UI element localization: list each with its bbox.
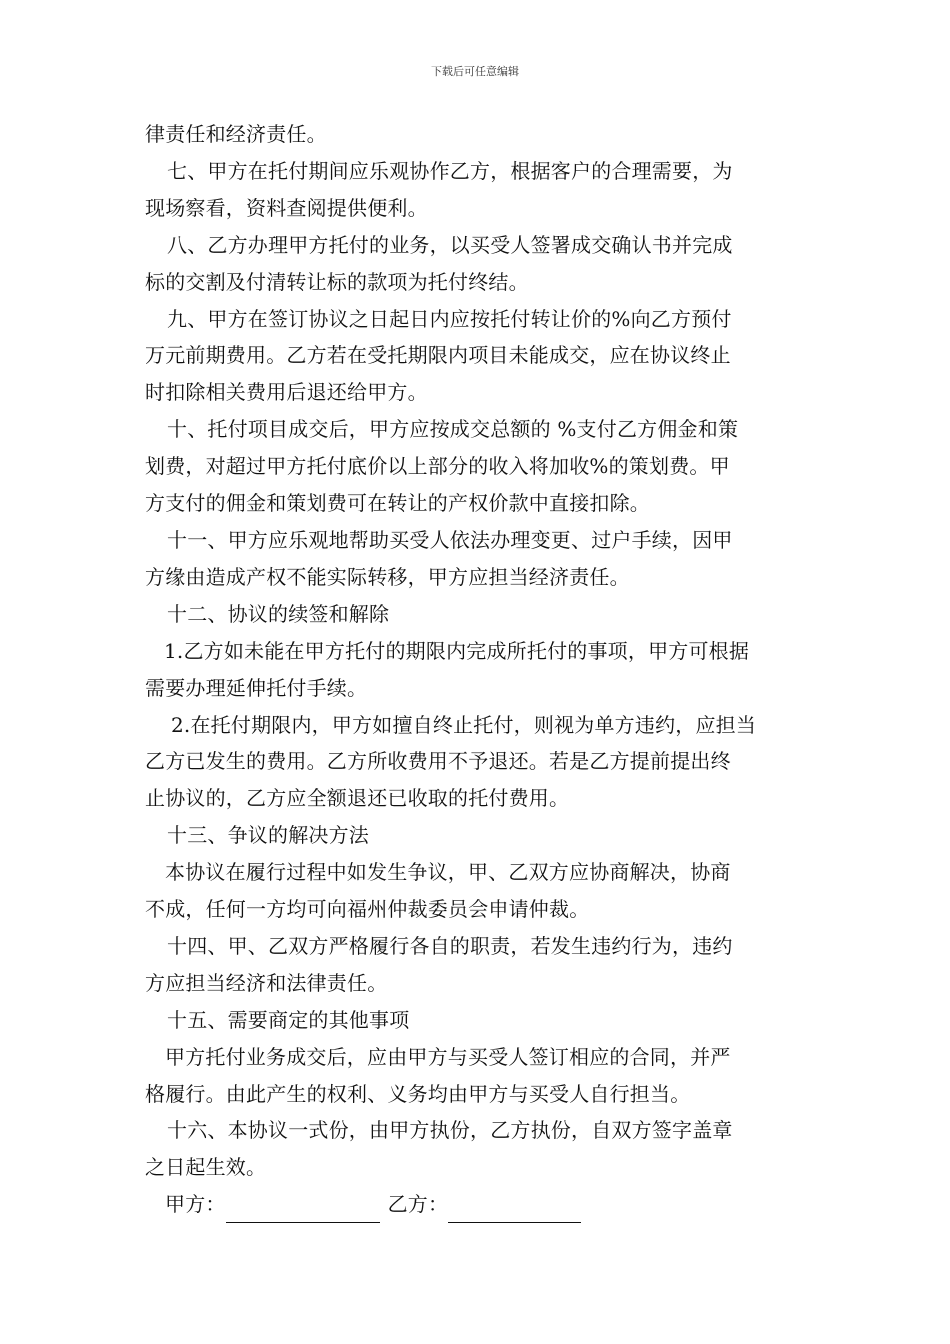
party-b-signature-blank[interactable] (448, 1196, 581, 1223)
text-line: 方支付的佣金和策划费可在转让的产权价款中直接扣除。 (145, 491, 650, 516)
text-line: 本协议在履行过程中如发生争议，甲、乙双方应协商解决，协商 (165, 860, 731, 885)
signature-row (145, 1186, 811, 1223)
text-line: 划费，对超过甲方托付底价以上部分的收入将加收%的策划费。甲 (145, 454, 730, 479)
text-line: 甲方托付业务成交后，应由甲方与买受人签订相应的合同，并严 (165, 1044, 731, 1069)
text-line: 万元前期费用。乙方若在受托期限内项目未能成交，应在协议终止 (145, 343, 731, 368)
text-line: 不成，任何一方均可向福州仲裁委员会申请仲裁。 (145, 897, 590, 922)
text-line: 2.在托付期限内，甲方如擅自终止托付，则视为单方违约，应担当 (171, 712, 757, 737)
party-a-label: 甲方： (165, 1192, 226, 1217)
text-line: 1.乙方如未能在甲方托付的期限内完成所托付的事项，甲方可根据 (164, 638, 750, 663)
document-body (145, 116, 811, 1223)
text-line: 时扣除相关费用后退还给甲方。 (145, 380, 428, 405)
text-line: 需要办理延伸托付手续。 (145, 675, 368, 700)
section-heading: 十二、协议的续签和解除 (167, 601, 390, 626)
party-a-signature-blank[interactable] (226, 1196, 380, 1223)
text-line: 标的交割及付清转让标的款项为托付终结。 (145, 269, 529, 294)
text-line: 九、甲方在签订协议之日起日内应按托付转让价的%向乙方预付 (167, 306, 732, 331)
text-line: 格履行。由此产生的权利、义务均由甲方与买受人自行担当。 (145, 1081, 691, 1106)
text-line: 现场察看，资料查阅提供便利。 (145, 195, 428, 220)
text-line: 十四、甲、乙双方严格履行各自的职责，若发生违约行为，违约 (167, 933, 733, 958)
text-line: 十六、本协议一式份，由甲方执份，乙方执份，自双方签字盖章 (167, 1118, 733, 1143)
text-line: 七、甲方在托付期间应乐观协作乙方，根据客户的合理需要，为 (167, 158, 733, 183)
text-line: 止协议的，乙方应全额退还已收取的托付费用。 (145, 786, 570, 811)
text-line: 十、托付项目成交后，甲方应按成交总额的 %支付乙方佣金和策 (167, 417, 739, 442)
text-line: 乙方已发生的费用。乙方所收费用不予退还。若是乙方提前提出终 (145, 749, 731, 774)
text-line: 十一、甲方应乐观地帮助买受人依法办理变更、过户手续，因甲 (167, 527, 733, 552)
page-header: 下载后可任意编辑 (431, 65, 519, 78)
party-b-label: 乙方： (387, 1192, 449, 1217)
section-heading: 十五、需要商定的其他事项 (167, 1007, 410, 1032)
text-line: 八、乙方办理甲方托付的业务，以买受人签署成交确认书并完成 (167, 232, 733, 257)
text-line: 方缘由造成产权不能实际转移，甲方应担当经济责任。 (145, 564, 630, 589)
text-line: 方应担当经济和法律责任。 (145, 970, 388, 995)
text-line: 律责任和经济责任。 (145, 122, 327, 146)
text-line: 之日起生效。 (145, 1155, 267, 1180)
section-heading: 十三、争议的解决方法 (167, 823, 369, 848)
